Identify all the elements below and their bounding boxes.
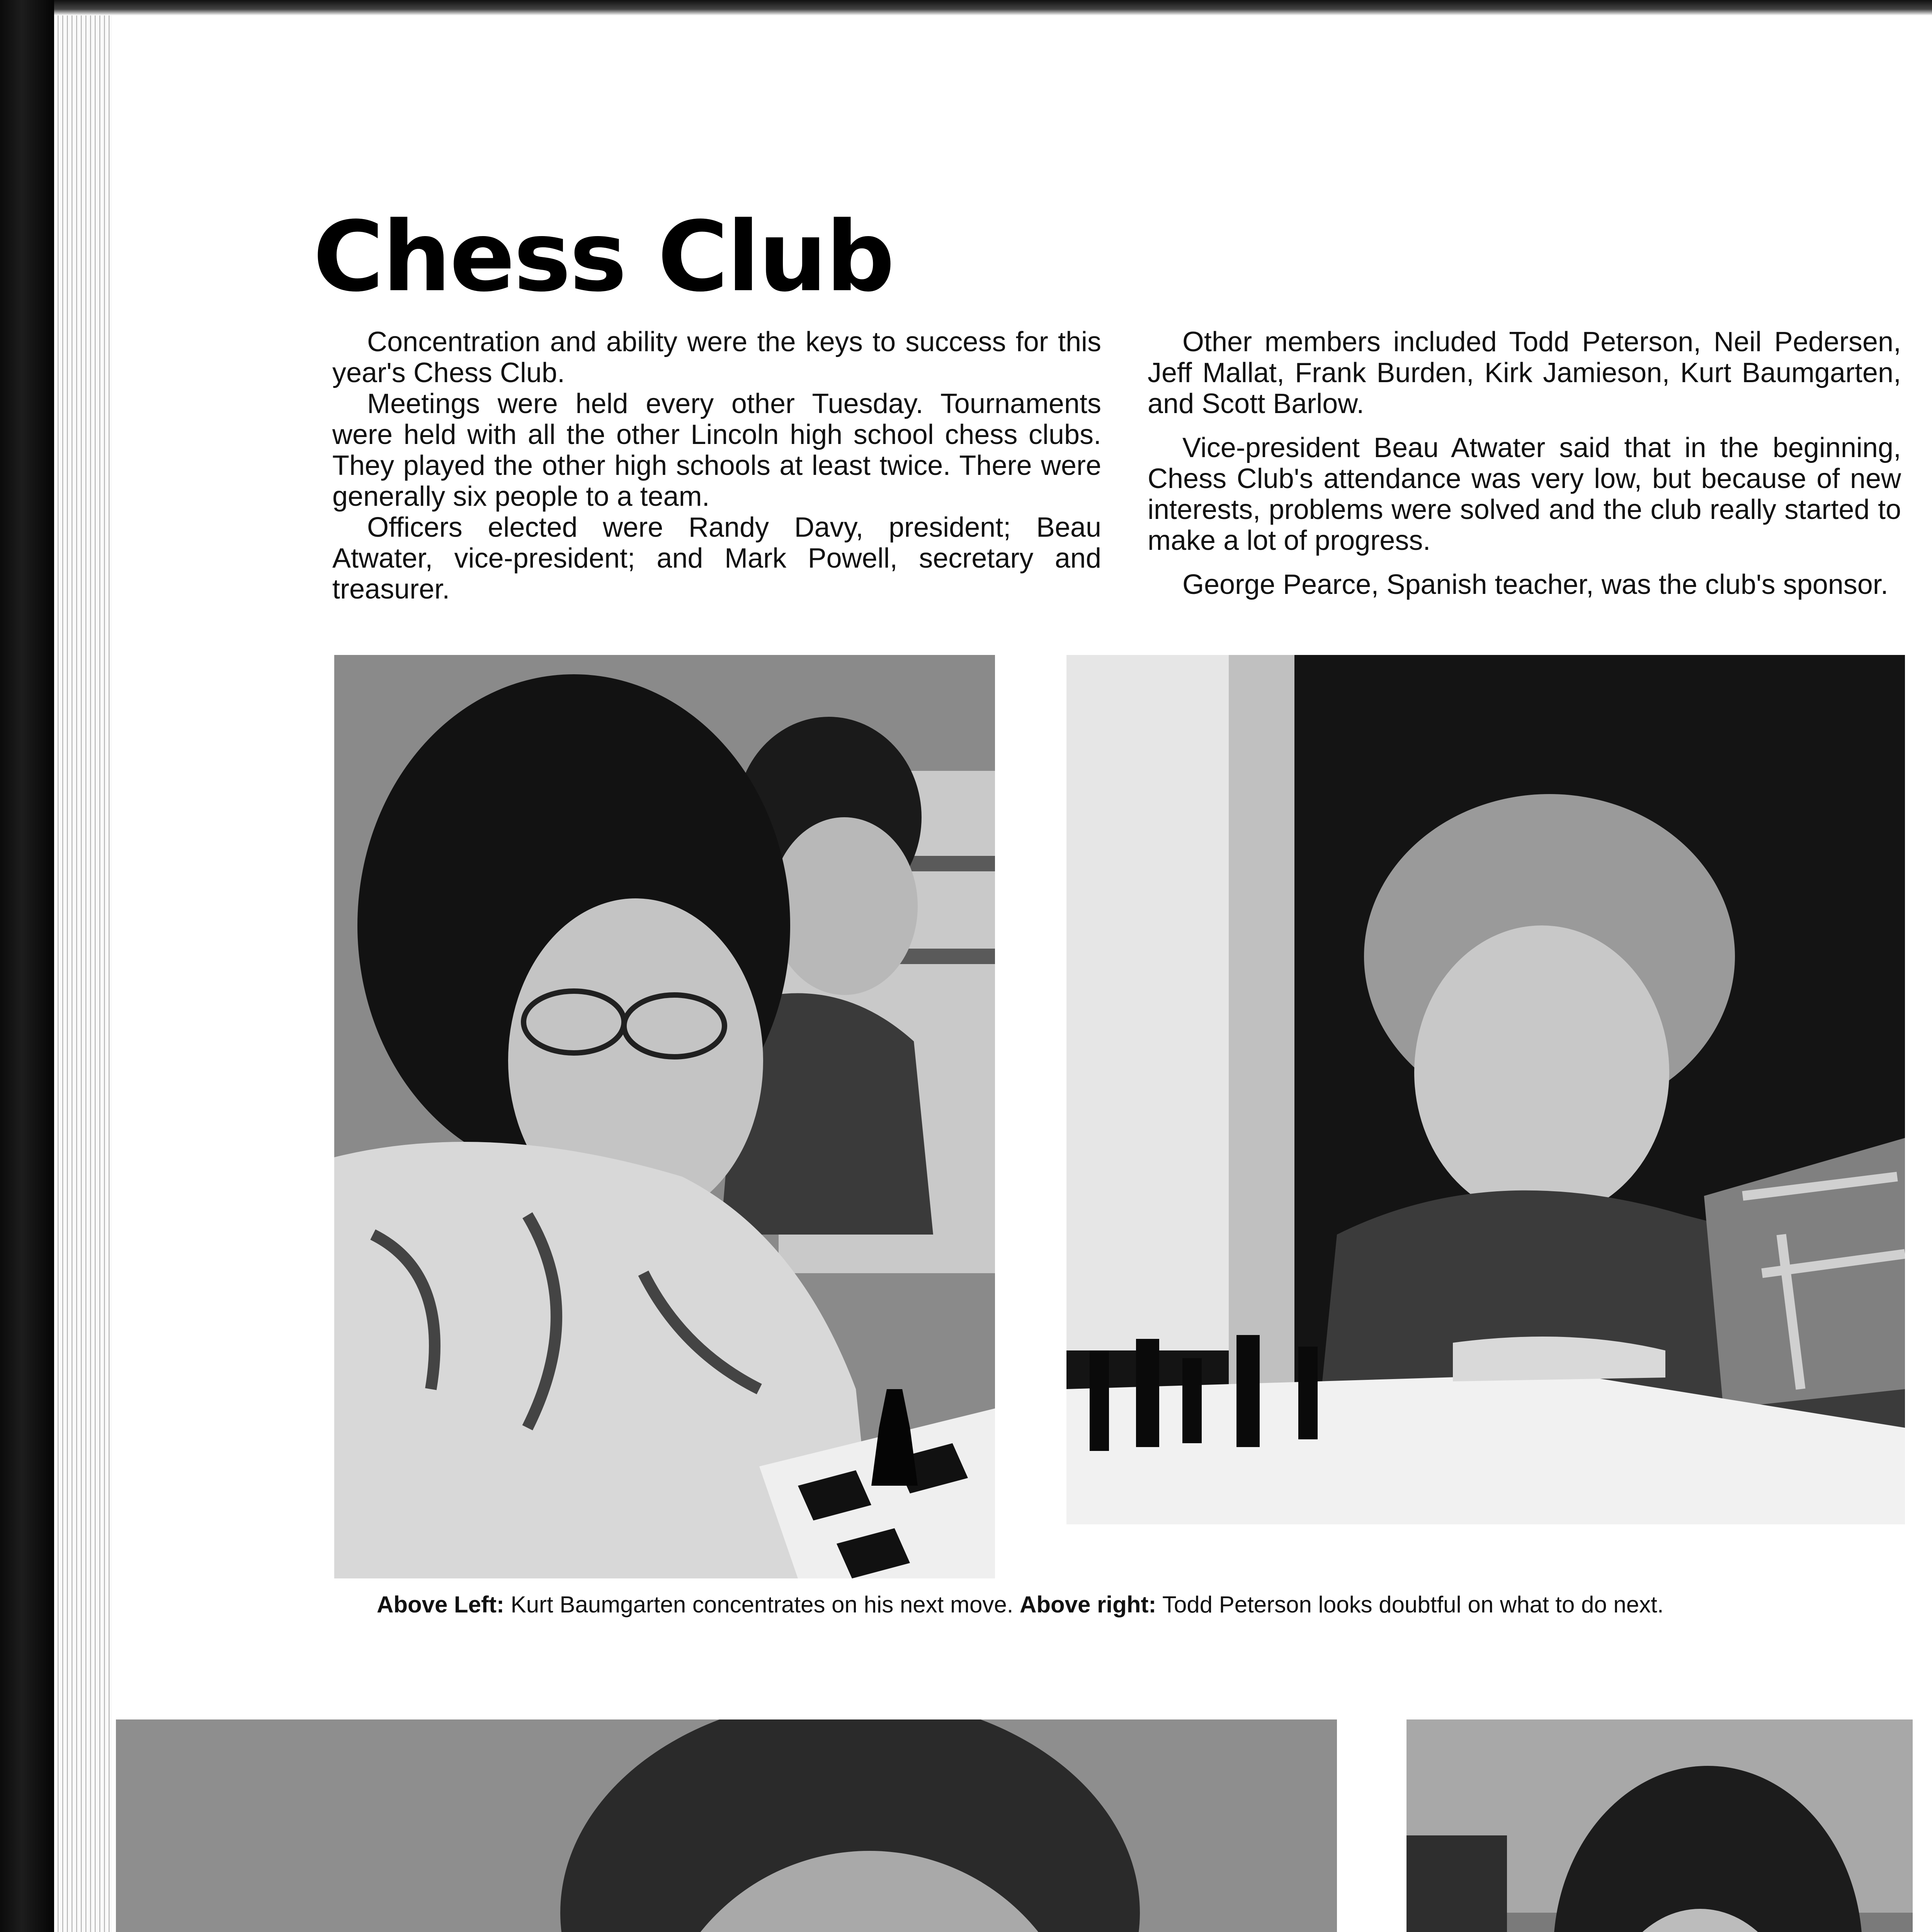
page-title: Chess Club (313, 201, 893, 313)
paragraph: Officers elected were Randy Davy, president; Beau Atwater, vice-president; and Mark Powell, secretary and treasurer. (332, 512, 1101, 605)
paragraph: George Pearce, Spanish teacher, was the club's sponsor. (1182, 569, 1888, 600)
paragraph: Vice-president Beau Atwater said that in the beginning, Chess Club's attendance was very low, but because of new interests, problems were solved and the club really started to make a lot of progress. (1148, 432, 1901, 556)
body-column-left (332, 327, 1101, 605)
book-binding (0, 0, 54, 1932)
caption-label-left: Above Left: (377, 1592, 504, 1617)
caption-text-left: Kurt Baumgarten concentrates on his next move. (504, 1592, 1020, 1617)
caption-text-right: Todd Peterson looks doubtful on what to do next. (1156, 1592, 1664, 1617)
page-edges (54, 0, 112, 1932)
paragraph: Concentration and ability were the keys to success for this year's Chess Club. (332, 327, 1101, 388)
photo-player-with-glasses (116, 1719, 1337, 1932)
paragraph: Other members included Todd Peterson, Neil Pedersen, Jeff Mallat, Frank Burden, Kirk Jamieson, Kurt Baumgarten, and Scott Barlow. (1148, 327, 1901, 419)
photo-player-resting-head (1406, 1719, 1913, 1932)
body-column-right (1148, 327, 1901, 613)
photo-caption (377, 1590, 1884, 1619)
top-edge-shadow (54, 0, 1932, 15)
paragraph: Meetings were held every other Tuesday. Tournaments were held with all the other Lincoln high school chess clubs. They played the other high schools at least twice. There were generally six people to a team. (332, 388, 1101, 512)
photo-kurt-baumgarten (334, 655, 995, 1578)
caption-label-right: Above right: (1020, 1592, 1156, 1617)
photo-todd-peterson (1066, 655, 1905, 1524)
